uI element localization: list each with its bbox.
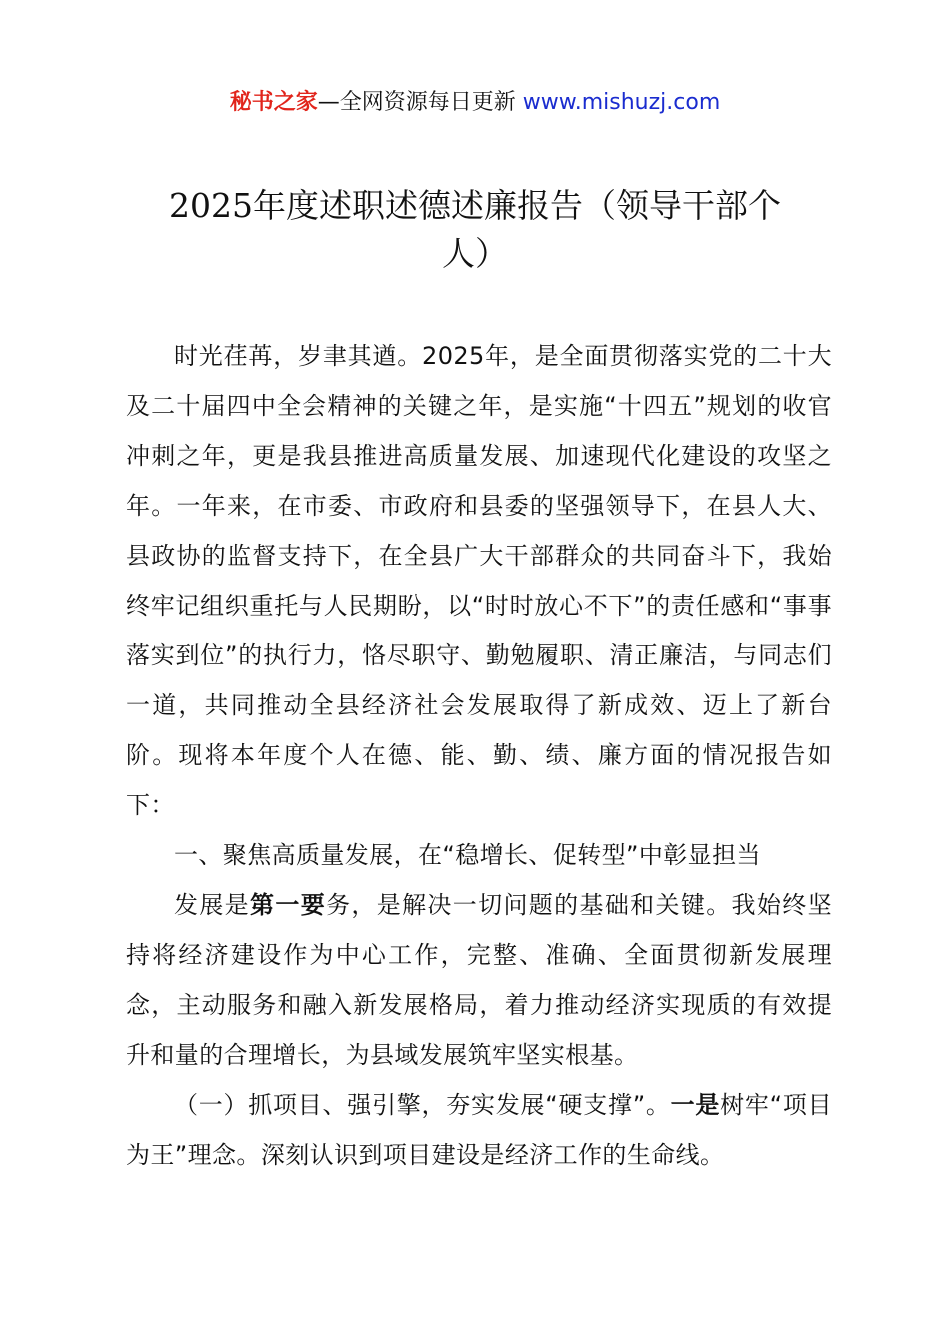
subsection-1-heading: （一）抓项目、强引擎，夯实发展“硬支撑”。 bbox=[174, 1090, 671, 1119]
subsection-1-bold-text: 一是 bbox=[670, 1090, 721, 1119]
intro-paragraph: 时光荏苒，岁聿其遒。2025年，是全面贯彻落实党的二十大及二十届四中全会精神的关键之年，是实施“十四五”规划的收官冲刺之年，更是我县推进高质量发展、加速现代化建设的攻坚之年。一年来，在市委、市政府和县委的坚强领导下，在县人大、县政协的监督支持下，在全县广大干部群众的共同奋斗下，我始终牢记组织重托与人民期盼，以“时时放心不下”的责任感和“事事落实到位”的执行力，恪尽职守、勤勉履职、清正廉洁，与同志们一道，共同推动全县经济社会发展取得了新成效、迈上了新台阶。现将本年度个人在德、能、勤、绩、廉方面的情况报告如下： bbox=[126, 342, 832, 820]
subsection-1-paragraph bbox=[126, 1081, 832, 1181]
site-url-link[interactable]: www.mishuzj.com bbox=[522, 90, 721, 115]
section-1-paragraph bbox=[126, 881, 832, 1081]
document-body bbox=[126, 332, 832, 1180]
document-title: 2025年度述职述德述廉报告（领导干部个人） bbox=[169, 186, 781, 273]
subsection-1-text-rest: 树牢“项目为王”理念。深刻认识到项目建设是经济工作的生命线。 bbox=[126, 1090, 833, 1169]
section-1-heading: 一、聚焦高质量发展，在“稳增长、促转型”中彰显担当 bbox=[174, 841, 761, 870]
site-header bbox=[0, 86, 950, 120]
section-1-text-rest: 务，是解决一切问题的基础和关键。我始终坚持将经济建设作为中心工作，完整、准确、全面贯彻新发展理念，主动服务和融入新发展格局，着力推动经济实现质的有效提升和量的合理增长，为县域发展筑牢坚实根基。 bbox=[126, 890, 832, 1069]
header-tagline: —全网资源每日更新 bbox=[317, 90, 523, 115]
section-1-text-start: 发展是 bbox=[174, 890, 251, 919]
section-1-bold-text: 第一要 bbox=[250, 890, 327, 919]
brand-name: 秘书之家 bbox=[229, 90, 318, 115]
